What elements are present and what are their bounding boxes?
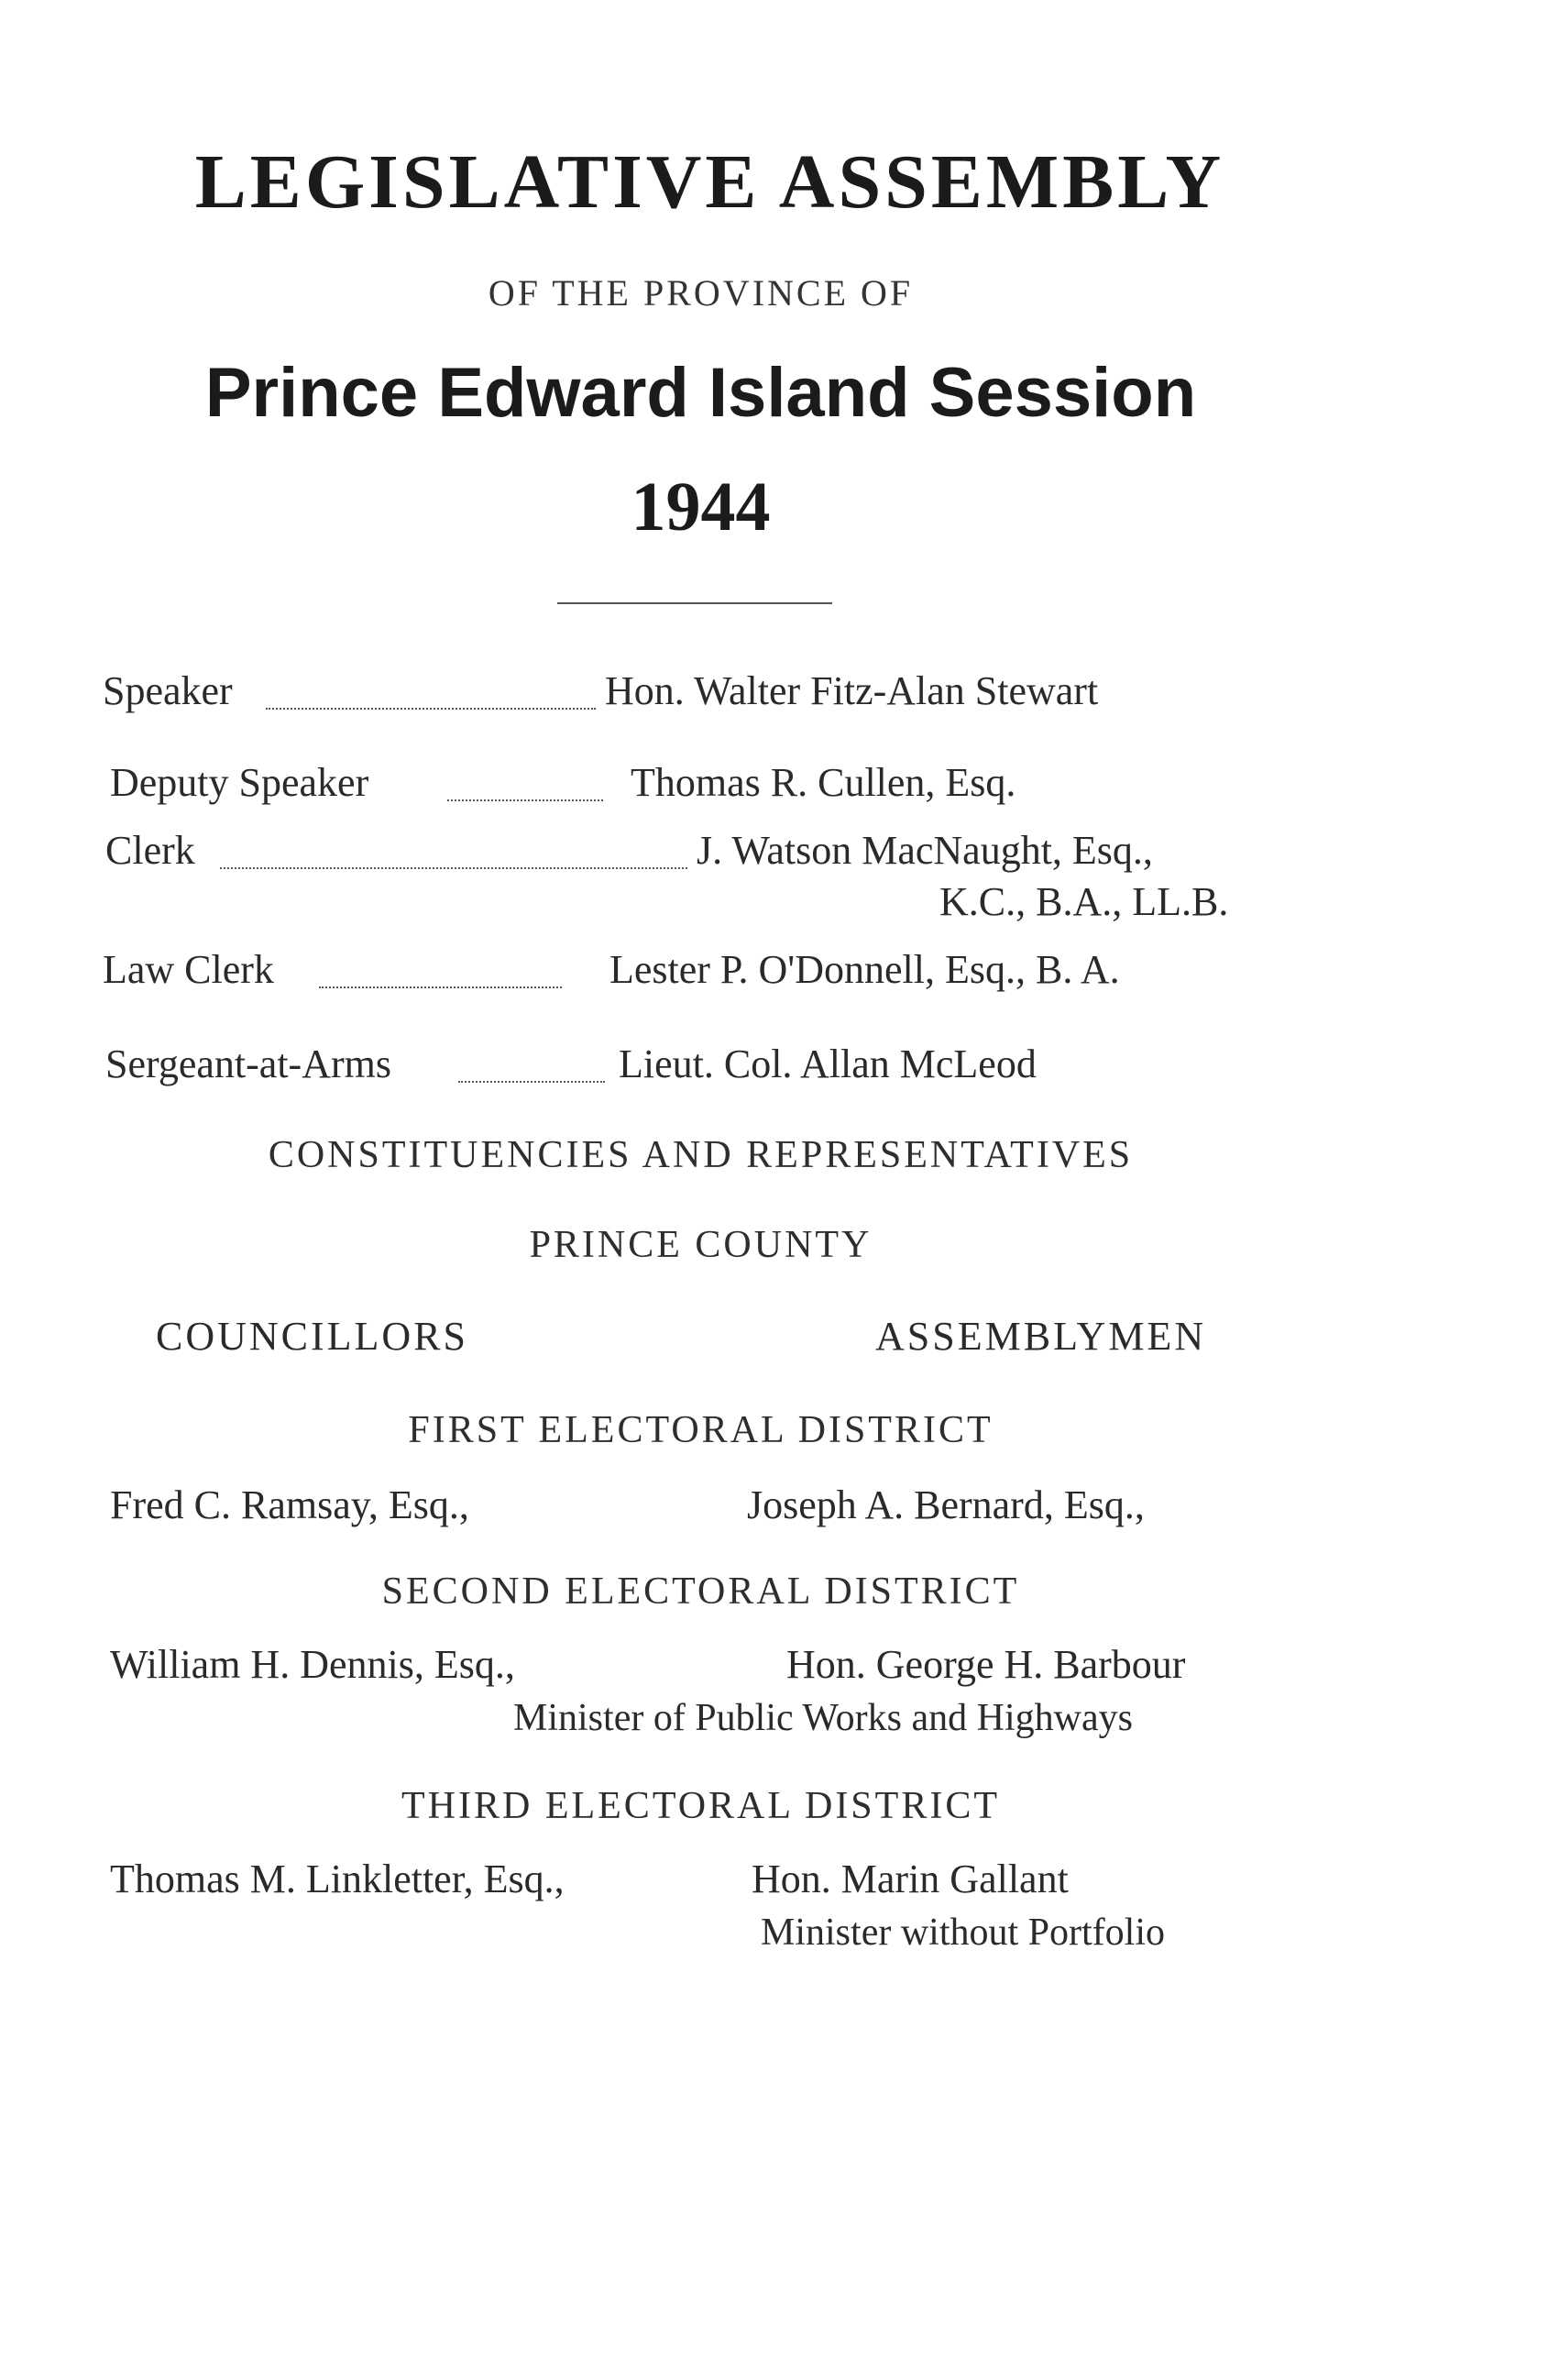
district-assemblyman: Joseph A. Bernard, Esq.,	[747, 1482, 1145, 1527]
district-councillor: William H. Dennis, Esq.,	[110, 1642, 515, 1687]
district-assemblyman-role: Minister without Portfolio	[761, 1912, 1165, 1954]
district-heading: THIRD ELECTORAL DISTRICT	[401, 1785, 1000, 1827]
officer-role-speaker: Speaker	[103, 668, 233, 713]
councillors-column-heading: COUNCILLORS	[156, 1314, 469, 1359]
district-councillor: Thomas M. Linkletter, Esq.,	[110, 1857, 565, 1901]
district-assemblyman: Hon. Marin Gallant	[752, 1857, 1069, 1901]
officer-name-law-clerk: Lester P. O'Donnell, Esq., B. A.	[609, 947, 1120, 992]
officer-role-sergeant-at-arms: Sergeant-at-Arms	[105, 1041, 391, 1086]
officer-name-sergeant-at-arms: Lieut. Col. Allan McLeod	[619, 1041, 1037, 1086]
officer-name-clerk-credentials: K.C., B.A., LL.B.	[939, 879, 1229, 924]
page-title: LEGISLATIVE ASSEMBLY	[194, 139, 1225, 225]
officer-role-deputy-speaker: Deputy Speaker	[110, 760, 369, 805]
district-assemblyman: Hon. George H. Barbour	[786, 1642, 1186, 1687]
header-divider	[557, 602, 832, 604]
district-councillor: Fred C. Ramsay, Esq.,	[110, 1482, 469, 1527]
dot-leader	[266, 708, 596, 710]
province-session: Prince Edward Island Session	[204, 354, 1197, 432]
officer-role-law-clerk: Law Clerk	[103, 947, 274, 992]
assemblymen-column-heading: ASSEMBLYMEN	[875, 1314, 1207, 1359]
session-year: 1944	[631, 468, 771, 545]
dot-leader	[447, 799, 603, 801]
officer-role-clerk: Clerk	[105, 828, 195, 873]
dot-leader	[319, 986, 562, 988]
page-subtitle: OF THE PROVINCE OF	[488, 272, 914, 314]
district-heading: SECOND ELECTORAL DISTRICT	[381, 1570, 1020, 1613]
county-heading: PRINCE COUNTY	[529, 1224, 873, 1266]
district-heading: FIRST ELECTORAL DISTRICT	[408, 1409, 994, 1451]
constituencies-heading: CONSTITUENCIES AND REPRESENTATIVES	[268, 1134, 1134, 1176]
district-assemblyman-role: Minister of Public Works and Highways	[513, 1697, 1133, 1739]
officer-name-deputy-speaker: Thomas R. Cullen, Esq.	[631, 760, 1016, 805]
dot-leader	[458, 1081, 605, 1083]
officer-name-clerk: J. Watson MacNaught, Esq.,	[697, 828, 1153, 873]
dot-leader	[220, 867, 687, 869]
officer-name-speaker: Hon. Walter Fitz-Alan Stewart	[605, 668, 1099, 713]
